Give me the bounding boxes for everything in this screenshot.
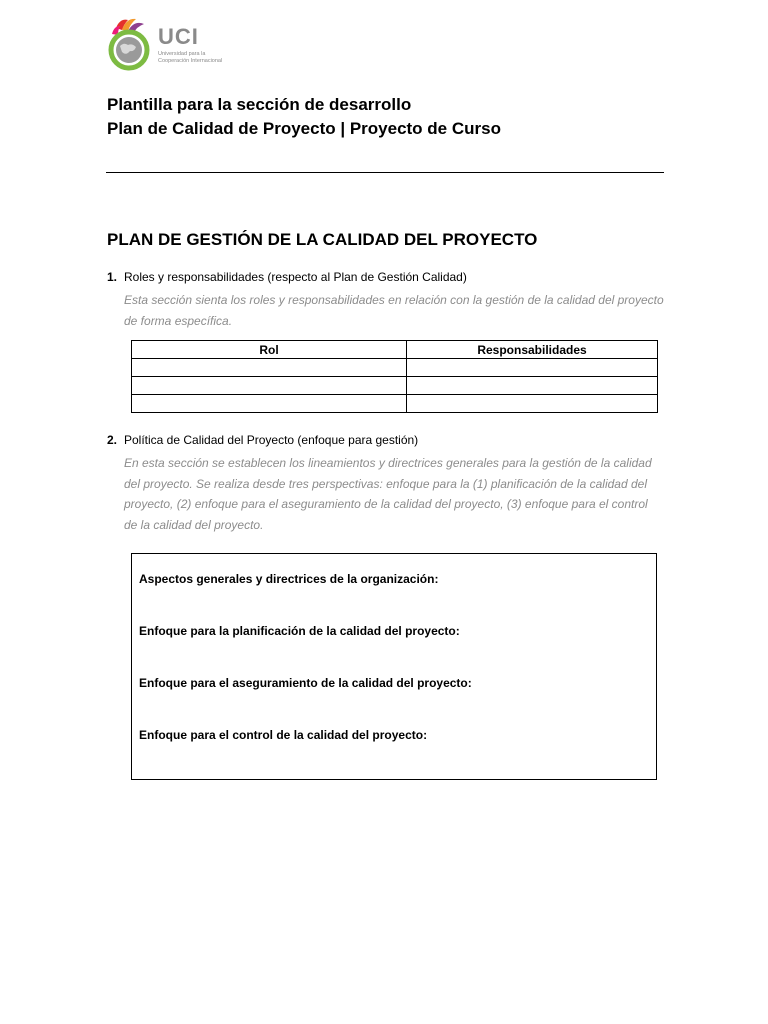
- column-header-rol: Rol: [132, 341, 407, 359]
- section-description: En esta sección se establecen los lineamientos y directrices generales para la gestión de la calidad del proyecto. Se realiza desde tres perspectivas: enfoque para la (1) planificación de la calidad del proyecto, (2) enfoque para el aseguramiento de la calidad del proyecto, (3) enfoque para el control de la calidad del proyecto.: [124, 456, 652, 532]
- quality-policy-box: [131, 553, 657, 780]
- table-header-row: [132, 341, 658, 359]
- column-header-responsabilidades: Responsabilidades: [407, 341, 658, 359]
- document-title-line-2: Plan de Calidad de Proyecto | Proyecto de Curso: [107, 119, 501, 138]
- main-heading: PLAN DE GESTIÓN DE LA CALIDAD DEL PROYECTO: [107, 230, 538, 249]
- box-item-assurance-approach: Enfoque para el aseguramiento de la calidad del proyecto:: [139, 676, 472, 690]
- horizontal-divider: [106, 172, 664, 173]
- document-title-line-1: Plantilla para la sección de desarrollo: [107, 95, 412, 114]
- box-item-general-aspects: Aspectos generales y directrices de la organización:: [139, 572, 439, 586]
- roles-table: [131, 340, 658, 413]
- logo-subtitle: Universidad para la Cooperación Internacional: [158, 51, 223, 64]
- table-row: [132, 395, 658, 413]
- table-cell[interactable]: [407, 377, 658, 395]
- table-cell[interactable]: [407, 359, 658, 377]
- section-number: 2.: [107, 433, 118, 447]
- section-number: 1.: [107, 270, 118, 284]
- globe-logo-icon: [106, 16, 154, 72]
- table-cell[interactable]: [407, 395, 658, 413]
- uci-logo: [106, 16, 236, 72]
- document-title: [107, 93, 501, 141]
- table-cell[interactable]: [132, 395, 407, 413]
- box-item-planning-approach: Enfoque para la planificación de la calidad del proyecto:: [139, 624, 460, 638]
- table-row: [132, 359, 658, 377]
- box-item-control-approach: Enfoque para el control de la calidad del proyecto:: [139, 728, 428, 742]
- table-row: [132, 377, 658, 395]
- section-heading: Política de Calidad del Proyecto (enfoque para gestión): [124, 433, 419, 447]
- section-description: Esta sección sienta los roles y responsabilidades en relación con la gestión de la calidad del proyecto de forma específica.: [124, 293, 664, 328]
- logo-brand-text: UCI: [158, 24, 199, 49]
- table-cell[interactable]: [132, 377, 407, 395]
- section-heading: Roles y responsabilidades (respecto al Plan de Gestión Calidad): [124, 270, 467, 284]
- table-cell[interactable]: [132, 359, 407, 377]
